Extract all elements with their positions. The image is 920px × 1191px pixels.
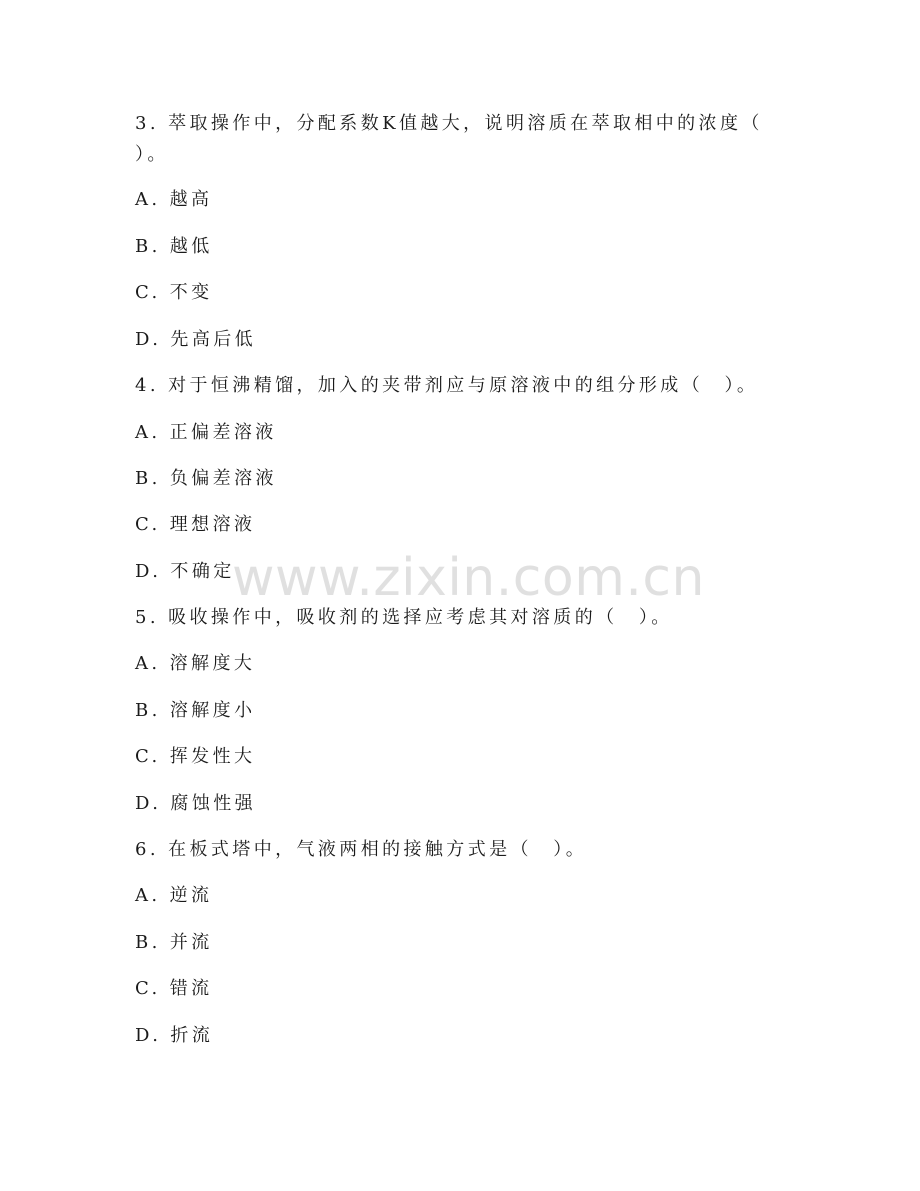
question-3-text: 3. 萃取操作中，分配系数K值越大，说明溶质在萃取相中的浓度（ <box>135 113 763 134</box>
question-4-option-a: A. 正偏差溶液 <box>135 422 277 443</box>
question-5-text: 5. 吸收操作中，吸收剂的选择应考虑其对溶质的（ ）。 <box>135 607 673 628</box>
question-3-option-b: B. 越低 <box>135 236 213 257</box>
question-6-option-d: D. 折流 <box>135 1025 214 1046</box>
question-3-option-d: D. 先高后低 <box>135 329 257 350</box>
question-3-option-a: A. 越高 <box>135 189 213 210</box>
question-5-option-d: D. 腐蚀性强 <box>135 793 257 814</box>
watermark: www.zixin.com.cn <box>232 548 705 608</box>
question-4-option-d: D. 不确定 <box>135 561 235 582</box>
question-6-option-b: B. 并流 <box>135 932 213 953</box>
question-6-text: 6. 在板式塔中，气液两相的接触方式是（ ）。 <box>135 839 588 860</box>
question-4-option-c: C. 理想溶液 <box>135 514 256 535</box>
question-4-text: 4. 对于恒沸精馏，加入的夹带剂应与原溶液中的组分形成（ ）。 <box>135 375 759 396</box>
question-4-option-b: B. 负偏差溶液 <box>135 468 277 489</box>
question-5-option-a: A. 溶解度大 <box>135 653 256 674</box>
question-6-option-a: A. 逆流 <box>135 885 213 906</box>
question-5-option-c: C. 挥发性大 <box>135 746 256 767</box>
question-3-option-c: C. 不变 <box>135 282 213 303</box>
question-6-option-c: C. 错流 <box>135 978 213 999</box>
question-3-text-continued: ）。 <box>135 144 169 165</box>
question-5-option-b: B. 溶解度小 <box>135 700 256 721</box>
